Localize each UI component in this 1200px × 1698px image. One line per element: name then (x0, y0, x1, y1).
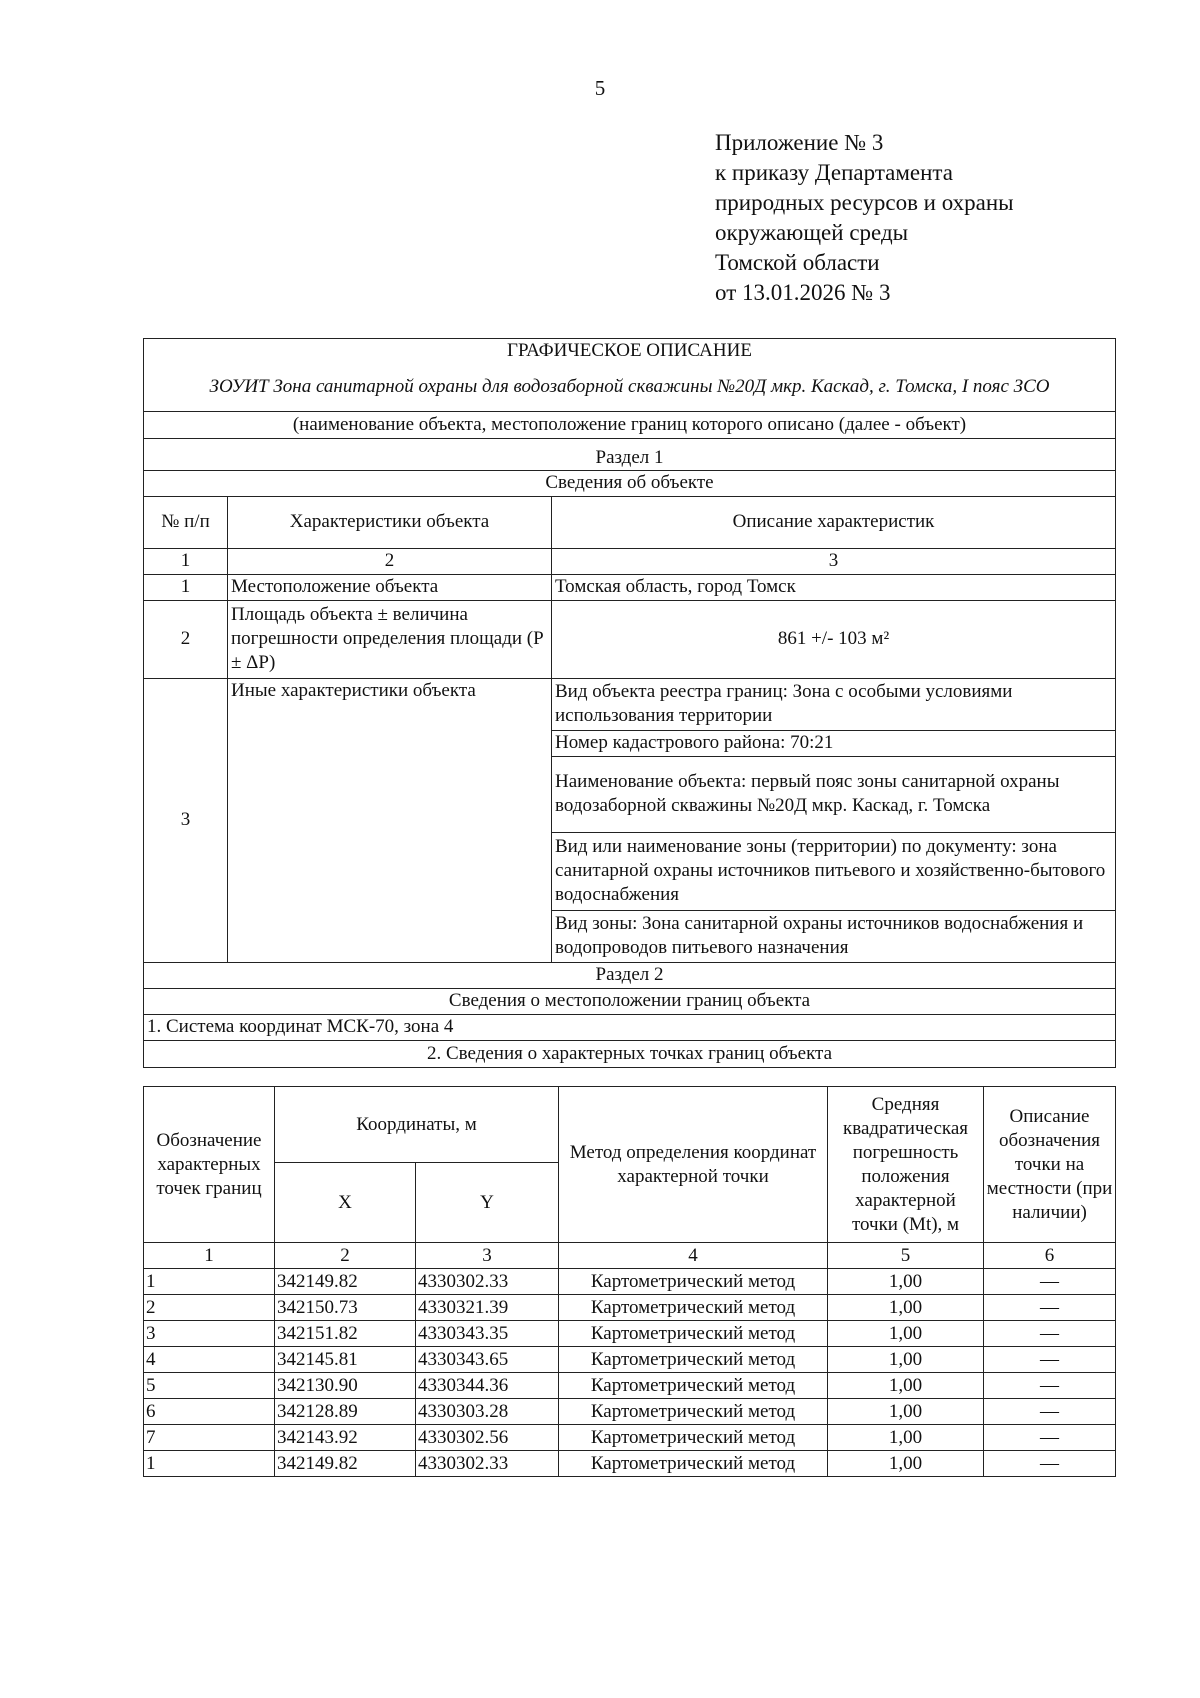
header-x: X (275, 1163, 416, 1243)
point-mt: 1,00 (828, 1321, 984, 1347)
appendix-line: природных ресурсов и охраны (715, 190, 1014, 215)
point-method: Картометрический метод (559, 1347, 828, 1373)
row3-item: Вид объекта реестра границ: Зона с особыми условиями использования территории (552, 678, 1116, 730)
col-number: 4 (559, 1243, 828, 1269)
col-number: 1 (144, 1243, 275, 1269)
point-y: 4330321.39 (416, 1295, 559, 1321)
point-y: 4330303.28 (416, 1399, 559, 1425)
appendix-line: окружающей среды (715, 220, 909, 245)
point-method: Картометрический метод (559, 1269, 828, 1295)
points-title: 2. Сведения о характерных точках границ объекта (144, 1040, 1116, 1067)
row-num: 1 (144, 574, 228, 600)
appendix-line: к приказу Департамента (715, 160, 953, 185)
row-characteristic: Иные характеристики объекта (228, 678, 552, 962)
table-row (144, 1295, 1116, 1321)
header-method: Метод определения координат характерной точки (559, 1087, 828, 1243)
table-row (144, 600, 1116, 678)
header-error: Средняя квадратическая погрешность положения характерной точки (Mt), м (828, 1087, 984, 1243)
point-description: — (984, 1295, 1116, 1321)
point-method: Картометрический метод (559, 1451, 828, 1477)
header-coordinates: Координаты, м (275, 1087, 559, 1163)
point-method: Картометрический метод (559, 1295, 828, 1321)
point-description: — (984, 1269, 1116, 1295)
point-x: 342143.92 (275, 1425, 416, 1451)
col-number: 5 (828, 1243, 984, 1269)
point-mt: 1,00 (828, 1269, 984, 1295)
table-row (144, 574, 1116, 600)
point-description: — (984, 1399, 1116, 1425)
table-row (144, 1373, 1116, 1399)
point-id: 1 (144, 1451, 275, 1477)
object-name: ЗОУИТ Зона санитарной охраны для водозаборной скважины №20Д мкр. Каскад, г. Томска, I пояс ЗСО (144, 363, 1116, 411)
point-mt: 1,00 (828, 1347, 984, 1373)
table-row (144, 1347, 1116, 1373)
point-x: 342151.82 (275, 1321, 416, 1347)
point-y: 4330344.36 (416, 1373, 559, 1399)
table-row (144, 1425, 1116, 1451)
point-y: 4330302.33 (416, 1451, 559, 1477)
point-method: Картометрический метод (559, 1373, 828, 1399)
point-x: 342130.90 (275, 1373, 416, 1399)
point-y: 4330343.65 (416, 1347, 559, 1373)
row3-item: Вид или наименование зоны (территории) по документу: зона санитарной охраны источников питьевого и хозяйственно-бытового водоснабжения (552, 832, 1116, 910)
point-description: — (984, 1373, 1116, 1399)
point-id: 5 (144, 1373, 275, 1399)
point-id: 1 (144, 1269, 275, 1295)
point-x: 342150.73 (275, 1295, 416, 1321)
point-method: Картометрический метод (559, 1425, 828, 1451)
row-num: 2 (144, 600, 228, 678)
col-number: 1 (144, 548, 228, 574)
header-designation: Обозначение характерных точек границ (144, 1087, 275, 1243)
point-mt: 1,00 (828, 1373, 984, 1399)
header-point-description: Описание обозначения точки на местности (при наличии) (984, 1087, 1116, 1243)
point-y: 4330302.56 (416, 1425, 559, 1451)
col-number: 3 (552, 548, 1116, 574)
section1-table (143, 338, 1116, 1068)
table-row (144, 678, 1116, 730)
point-y: 4330343.35 (416, 1321, 559, 1347)
row-characteristic: Местоположение объекта (228, 574, 552, 600)
table-row (144, 1321, 1116, 1347)
table-row (144, 1269, 1116, 1295)
points-table (143, 1086, 1116, 1477)
point-method: Картометрический метод (559, 1321, 828, 1347)
row-description: Томская область, город Томск (552, 574, 1116, 600)
header-description: Описание характеристик (552, 496, 1116, 548)
page-number: 5 (594, 76, 606, 100)
point-description: — (984, 1451, 1116, 1477)
point-x: 342149.82 (275, 1269, 416, 1295)
header-y: Y (416, 1163, 559, 1243)
col-number: 2 (275, 1243, 416, 1269)
point-y: 4330302.33 (416, 1269, 559, 1295)
point-mt: 1,00 (828, 1295, 984, 1321)
point-description: — (984, 1425, 1116, 1451)
col-number: 3 (416, 1243, 559, 1269)
section1-title: Раздел 1 (144, 438, 1116, 470)
point-description: — (984, 1321, 1116, 1347)
row-num: 3 (144, 678, 228, 962)
row3-item: Номер кадастрового района: 70:21 (552, 730, 1116, 756)
col-number: 2 (228, 548, 552, 574)
table-row (144, 1399, 1116, 1425)
header-num: № п/п (144, 496, 228, 548)
point-id: 2 (144, 1295, 275, 1321)
point-id: 7 (144, 1425, 275, 1451)
point-mt: 1,00 (828, 1399, 984, 1425)
section2-title: Раздел 2 (144, 962, 1116, 988)
row-description: 861 +/- 103 м² (552, 600, 1116, 678)
col-number: 6 (984, 1243, 1116, 1269)
doc-title: ГРАФИЧЕСКОЕ ОПИСАНИЕ (144, 339, 1116, 364)
table-row (144, 1451, 1116, 1477)
object-caption: (наименование объекта, местоположение границ которого описано (далее - объект) (144, 411, 1116, 438)
point-x: 342128.89 (275, 1399, 416, 1425)
row-characteristic: Площадь объекта ± величина погрешности определения площади (Р ± ΔР) (228, 600, 552, 678)
point-x: 342149.82 (275, 1451, 416, 1477)
appendix-block (715, 128, 1014, 308)
header-characteristics: Характеристики объекта (228, 496, 552, 548)
point-method: Картометрический метод (559, 1399, 828, 1425)
point-mt: 1,00 (828, 1451, 984, 1477)
row3-item: Вид зоны: Зона санитарной охраны источников водоснабжения и водопроводов питьевого назначения (552, 910, 1116, 962)
section2-subtitle: Сведения о местоположении границ объекта (144, 988, 1116, 1014)
appendix-line: от 13.01.2026 № 3 (715, 280, 891, 305)
point-id: 3 (144, 1321, 275, 1347)
section1-subtitle: Сведения об объекте (144, 470, 1116, 496)
point-x: 342145.81 (275, 1347, 416, 1373)
row3-item: Наименование объекта: первый пояс зоны санитарной охраны водозаборной скважины №20Д мкр. Каскад, г. Томска (552, 756, 1116, 832)
point-mt: 1,00 (828, 1425, 984, 1451)
point-id: 6 (144, 1399, 275, 1425)
appendix-line: Приложение № 3 (715, 130, 884, 155)
point-id: 4 (144, 1347, 275, 1373)
appendix-line: Томской области (715, 250, 880, 275)
coordinate-system: 1. Система координат МСК-70, зона 4 (144, 1014, 1116, 1040)
point-description: — (984, 1347, 1116, 1373)
